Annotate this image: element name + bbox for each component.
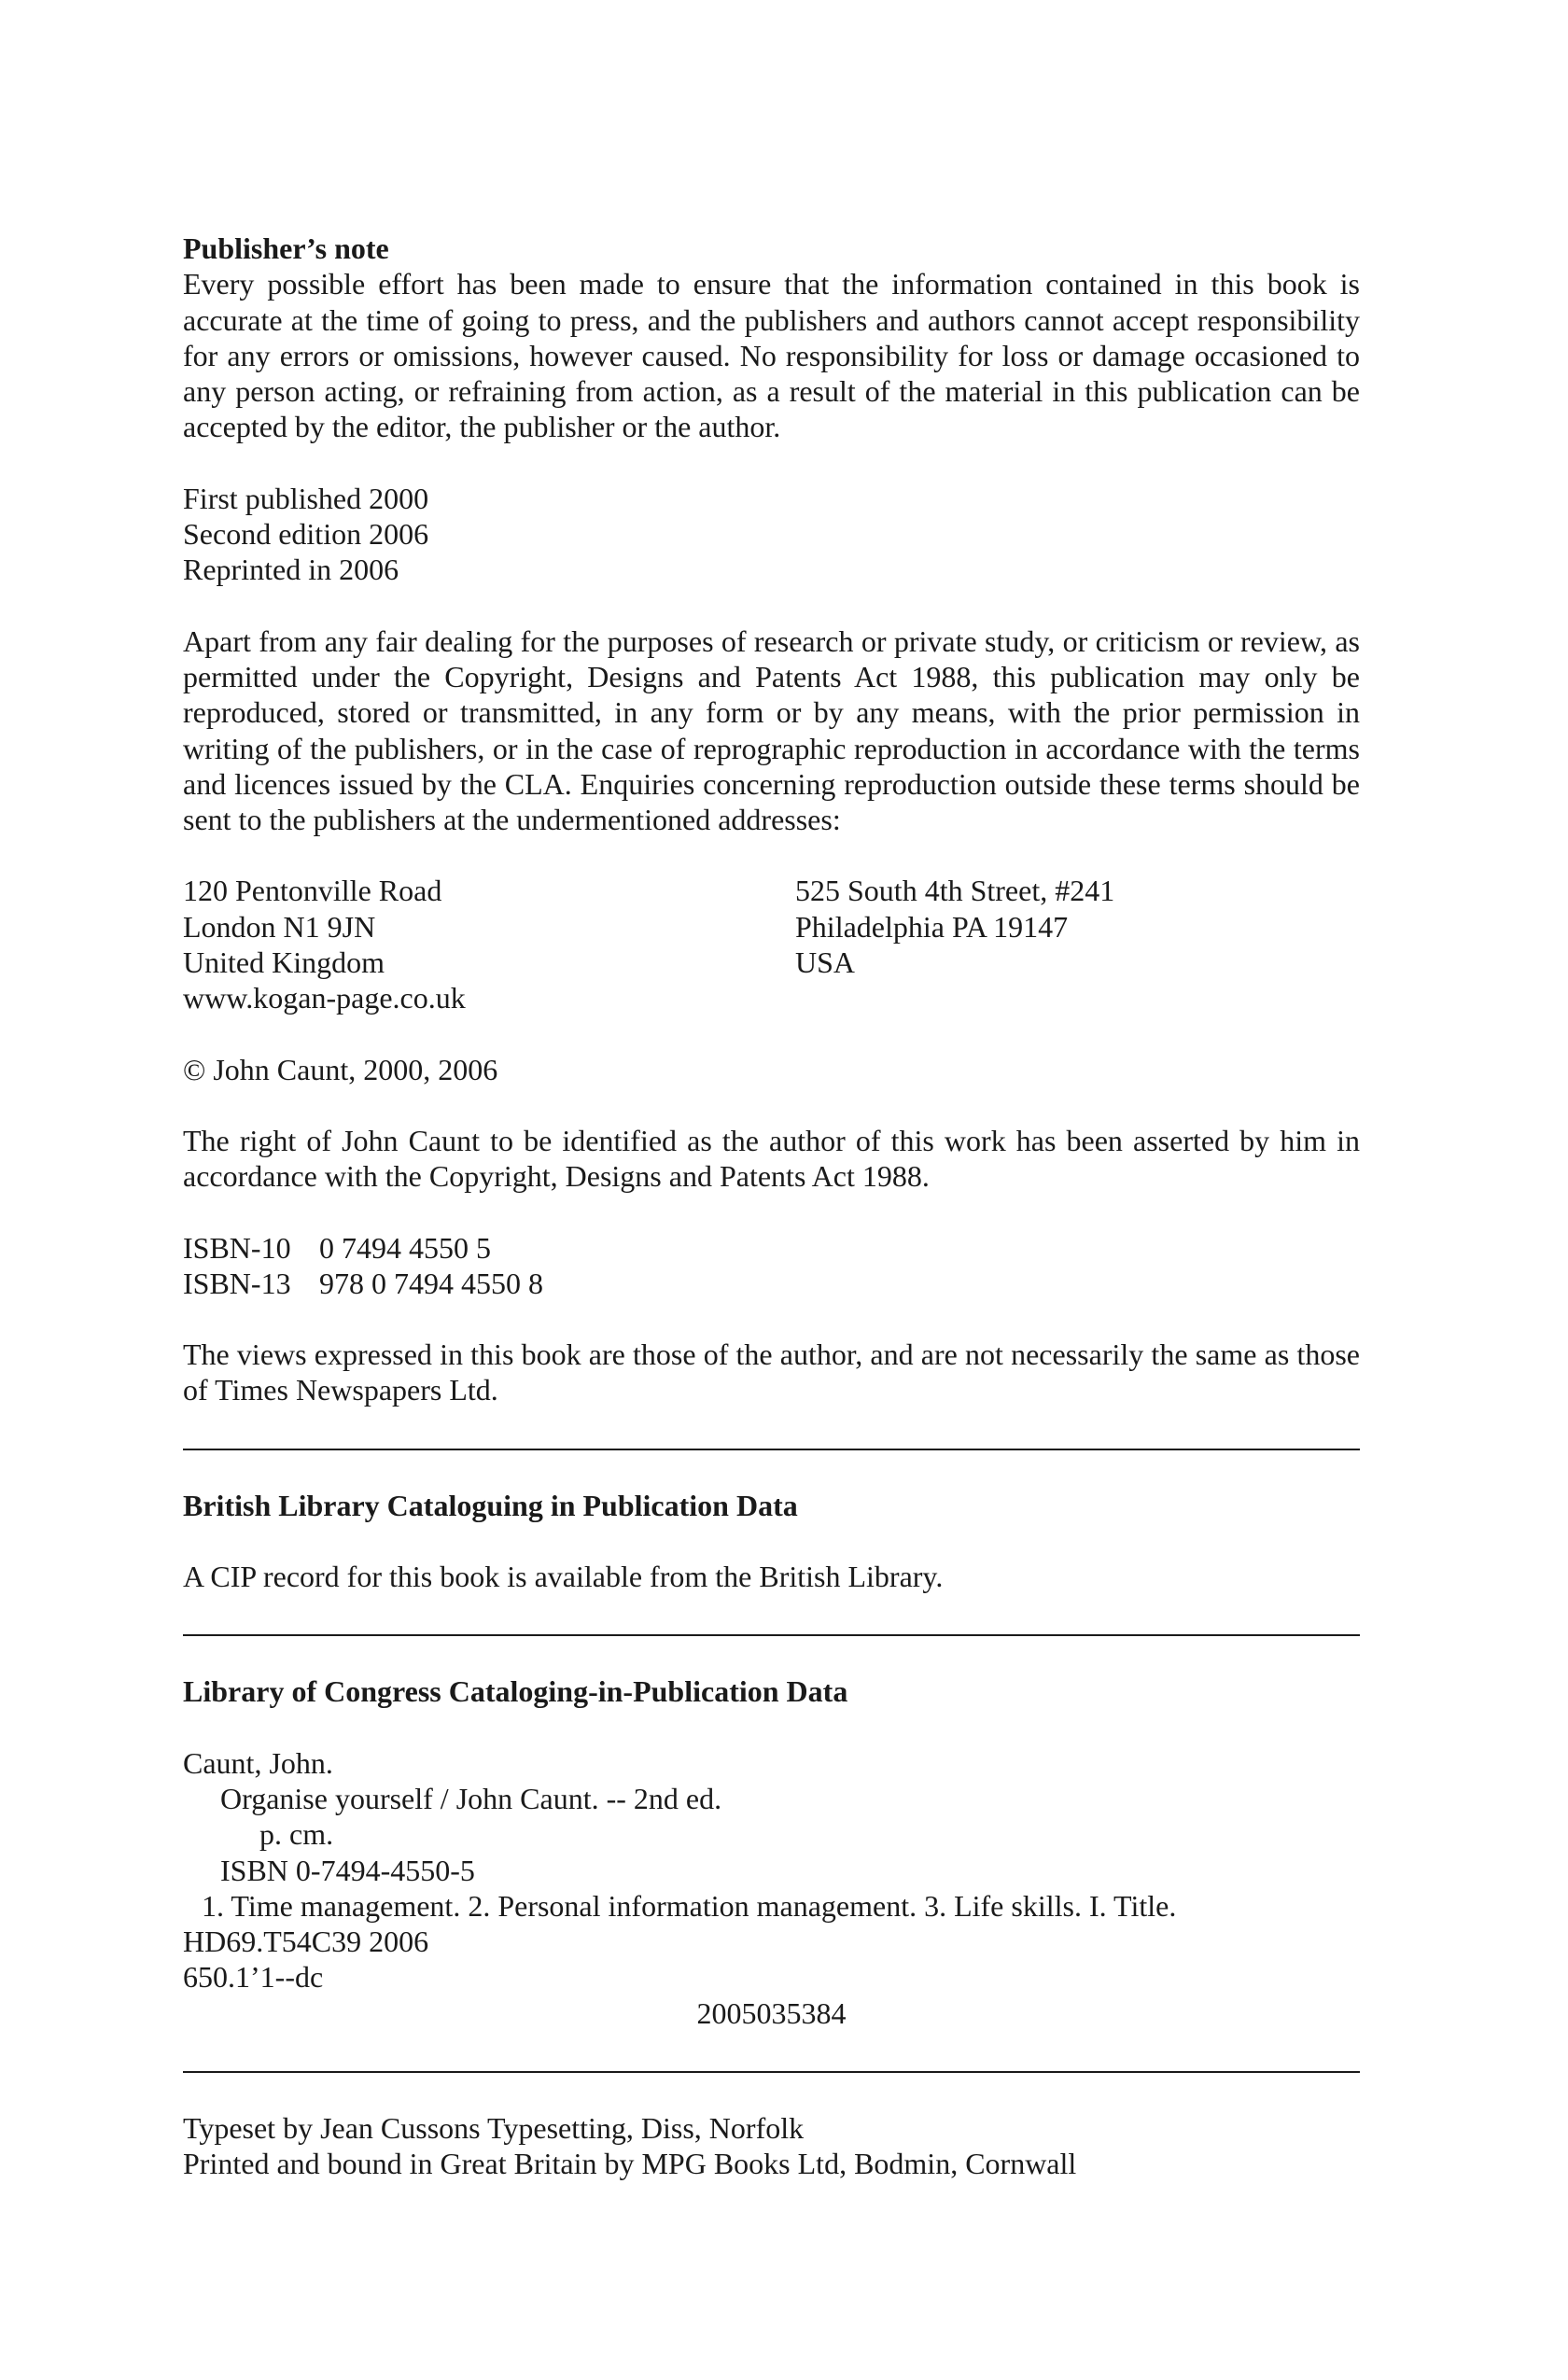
british-library-heading: British Library Cataloguing in Publication Data — [183, 1488, 798, 1522]
loc-control-number: 2005035384 — [696, 1995, 847, 2030]
typeset-line: Typeset by Jean Cussons Typesetting, Diss, Norfolk — [183, 2110, 805, 2145]
loc-line: Organise yourself / John Caunt. -- 2nd ed. — [220, 1781, 722, 1815]
address-line: 120 Pentonville Road — [183, 874, 442, 908]
loc-line: ISBN 0-7494-4550-5 — [220, 1853, 475, 1887]
isbn-label: ISBN-13 — [183, 1266, 291, 1300]
isbn-row — [183, 1230, 1360, 1266]
printed-line: Printed and bound in Great Britain by MPG Books Ltd, Bodmin, Cornwall — [183, 2147, 1077, 2181]
uk-address — [183, 873, 795, 1015]
edition-line: Reprinted in 2006 — [183, 553, 399, 587]
us-address — [795, 873, 1360, 1015]
loc-line: HD69.T54C39 2006 — [183, 1925, 429, 1959]
copyright-notice: Apart from any fair dealing for the purposes of research or private study, or criticism or review, as permitted under the Copyright, Designs and Patents Act 1988, this publication may only be reproduced, stored or transmitted, in any form or by any means, with the prior permission in writing of the publishers, or in the case of reprographic reproduction in accordance with the terms and licences issued by the CLA. Enquiries concerning reproduction outside these terms should be sent to the publishers at the undermentioned addresses: — [183, 623, 1360, 837]
loc-line: p. cm. — [259, 1817, 334, 1852]
british-library-text: A CIP record for this book is available from the British Library. — [183, 1560, 944, 1594]
isbn-value: 0 7494 4550 5 — [319, 1230, 491, 1265]
isbn-label: ISBN-10 — [183, 1230, 291, 1265]
loc-line: Caunt, John. — [183, 1745, 333, 1780]
loc-line: 1. Time management. 2. Personal information management. 3. Life skills. I. Title. — [202, 1888, 1177, 1923]
publishers-note-body: Every possible effort has been made to ensure that the information contained in this book is accurate at the time of going to press, and the publishers and authors cannot accept responsibility for any errors or omissions, however caused. No responsibility for loss or damage occasioned to any person acting, or refraining from action, as a result of the material in this publication can be accepted by the editor, the publisher or the author. — [183, 267, 1360, 444]
address-line: 525 South 4th Street, #241 — [795, 874, 1115, 908]
isbn-value: 978 0 7494 4550 8 — [319, 1266, 543, 1300]
loc-record — [183, 1745, 1360, 2031]
website-link[interactable]: www.kogan-page.co.uk — [183, 981, 466, 1015]
printing-credits — [183, 2110, 1360, 2182]
edition-line: First published 2000 — [183, 481, 429, 515]
edition-history — [183, 481, 1360, 588]
publishers-note-heading: Publisher’s note — [183, 231, 389, 265]
isbn-row — [183, 1266, 1360, 1301]
address-line: London N1 9JN — [183, 909, 376, 944]
address-line: USA — [795, 945, 856, 980]
loc-line: 650.1’1--dc — [183, 1960, 324, 1995]
address-line: United Kingdom — [183, 945, 385, 980]
publisher-addresses — [183, 873, 1360, 1015]
copyright-page — [183, 231, 1360, 2182]
moral-rights-statement: The right of John Caunt to be identified as the author of this work has been asserted by him in accordance with the Copyright, Designs and Patents Act 1988. — [183, 1123, 1360, 1194]
copyright-line: © John Caunt, 2000, 2006 — [183, 1052, 498, 1086]
address-line: Philadelphia PA 19147 — [795, 909, 1069, 944]
edition-line: Second edition 2006 — [183, 517, 429, 552]
disclaimer: The views expressed in this book are those of the author, and are not necessarily the same as those of Times Newspapers Ltd. — [183, 1337, 1360, 1407]
loc-heading: Library of Congress Cataloging-in-Publication Data — [183, 1674, 848, 1709]
isbn-block — [183, 1230, 1360, 1302]
